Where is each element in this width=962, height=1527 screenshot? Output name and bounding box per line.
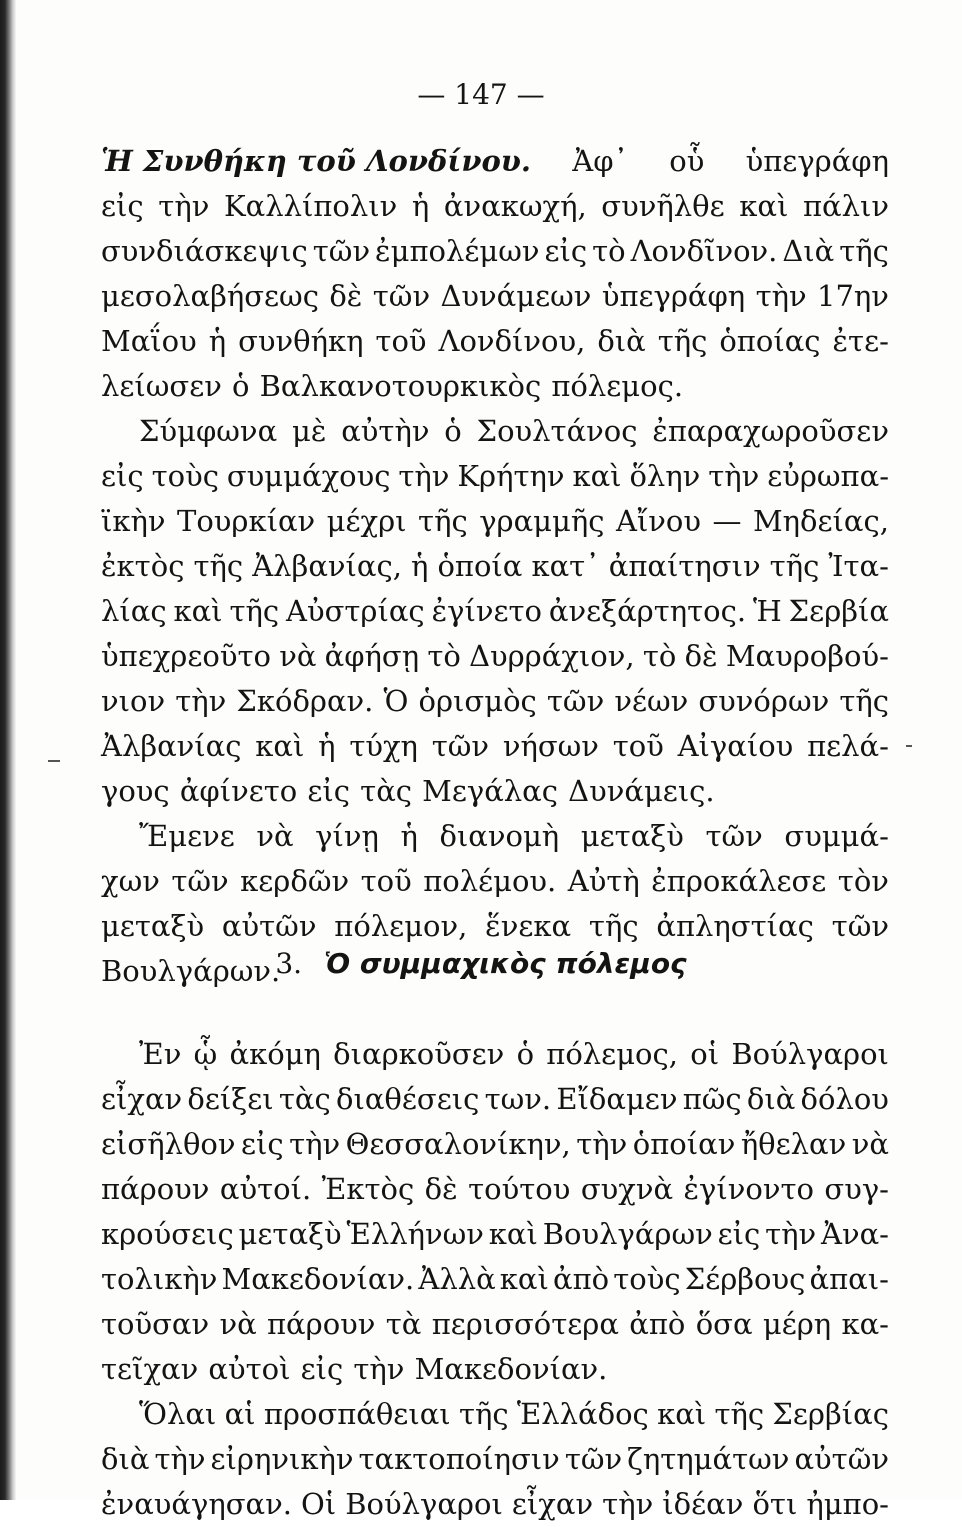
text-line: πάρουν αὐτοί. Ἐκτὸς δὲ τούτου συχνὰ ἐγίνοντο συγ- bbox=[101, 1172, 889, 1206]
text-line: ἐκτὸς τῆς Ἀλβανίας, ἡ ὁποία κατ᾽ ἀπαίτησιν τῆς Ἰτα- bbox=[101, 549, 889, 583]
text-line: Ἐν ᾧ ἀκόμη διαρκοῦσεν ὁ πόλεμος, οἱ Βούλγαροι bbox=[139, 1037, 889, 1071]
text-line: Ἀλβανίας καὶ ἡ τύχη τῶν νήσων τοῦ Αἰγαίου πελά- bbox=[101, 729, 889, 763]
text-line: μεσολαβήσεως δὲ τῶν Δυνάμεων ὑπεγράφη τὴν 17ην bbox=[101, 279, 889, 313]
section-treaty-of-london bbox=[101, 139, 889, 994]
text-line: τολικὴν Μακεδονίαν. Ἀλλὰ καὶ ἀπὸ τοὺς Σέρβους ἀπαι- bbox=[101, 1262, 889, 1296]
text-line: συνδιάσκεψις τῶν ἐμπολέμων εἰς τὸ Λονδῖνον. Διὰ τῆς bbox=[101, 234, 889, 268]
section-title-inline: Ἡ Συνθήκη τοῦ Λονδίνου. bbox=[101, 144, 532, 178]
text-line: εἰς τὴν Καλλίπολιν ἡ ἀνακωχή, συνῆλθε καὶ πάλιν bbox=[101, 189, 889, 223]
text-line: Σύμφωνα μὲ αὐτὴν ὁ Σουλτάνος ἐπαραχωροῦσεν bbox=[139, 414, 889, 448]
text-line: Μαΐου ἡ συνθήκη τοῦ Λονδίνου, διὰ τῆς ὁποίας ἐτε- bbox=[101, 324, 889, 358]
text-line: τοῦσαν νὰ πάρουν τὰ περισσότερα ἀπὸ ὅσα μέρη κα- bbox=[101, 1307, 889, 1341]
text-line: νιον τὴν Σκόδραν. Ὁ ὁρισμὸς τῶν νέων συνόρων τῆς bbox=[101, 684, 889, 718]
text-line: Ἡ Συνθήκη τοῦ Λονδίνου. Ἀφ᾽ οὗ ὑπεγράφη bbox=[101, 139, 889, 184]
text-line: λείωσεν ὁ Βαλκανοτουρκικὸς πόλεμος. bbox=[101, 369, 684, 403]
margin-mark bbox=[906, 745, 912, 747]
text-line: κρούσεις μεταξὺ Ἑλλήνων καὶ Βουλγάρων εἰς τὴν Ἀνα- bbox=[101, 1217, 889, 1251]
text-line: τεῖχαν αὐτοὶ εἰς τὴν Μακεδονίαν. bbox=[101, 1352, 608, 1386]
page-binding-shadow bbox=[0, 0, 16, 1500]
text-line: εἶχαν δείξει τὰς διαθέσεις των. Εἴδαμεν πῶς διὰ δόλου bbox=[101, 1082, 889, 1116]
text-line: μεταξὺ αὐτῶν πόλεμον, ἕνεκα τῆς ἀπληστίας τῶν bbox=[101, 909, 889, 943]
text-line: Ὅλαι αἱ προσπάθειαι τῆς Ἑλλάδος καὶ τῆς Σερβίας bbox=[139, 1397, 889, 1431]
section-allied-war bbox=[101, 1032, 889, 1527]
text-line: Ἔμενε νὰ γίνῃ ἡ διανομὴ μεταξὺ τῶν συμμά- bbox=[139, 819, 889, 853]
margin-mark bbox=[48, 760, 60, 762]
section-heading-number: 3. bbox=[275, 947, 303, 980]
text-line: λίας καὶ τῆς Αὐστρίας ἐγίνετο ἀνεξάρτητος. Ἡ Σερβία bbox=[101, 594, 889, 628]
page-number: — 147 — bbox=[417, 78, 545, 111]
text-line: διὰ τὴν εἰρηνικὴν τακτοποίησιν τῶν ζητημάτων αὐτῶν bbox=[101, 1442, 889, 1476]
section-heading-title: Ὁ συμμαχικὸς πόλεμος bbox=[324, 947, 687, 980]
text-line: Βουλγάρων. bbox=[101, 954, 281, 988]
text-line: ὑπεχρεοῦτο νὰ ἀφήσῃ τὸ Δυρράχιον, τὸ δὲ Μαυροβού- bbox=[101, 639, 889, 673]
text-line: χων τῶν κερδῶν τοῦ πολέμου. Αὐτὴ ἐπροκάλεσε τὸν bbox=[101, 864, 889, 898]
text-line: εἰσῆλθον εἰς τὴν Θεσσαλονίκην, τὴν ὁποίαν ἤθελαν νὰ bbox=[101, 1127, 889, 1161]
text-line: γους ἀφίνετο εἰς τὰς Μεγάλας Δυνάμεις. bbox=[101, 774, 715, 808]
text-line: ἐναυάγησαν. Οἱ Βούλγαροι εἶχαν τὴν ἰδέαν ὅτι ἠμπο- bbox=[101, 1487, 889, 1521]
section-heading bbox=[0, 947, 962, 980]
text-line: ϊκὴν Τουρκίαν μέχρι τῆς γραμμῆς Αἴνου — Μηδείας, bbox=[101, 504, 889, 538]
text-line: εἰς τοὺς συμμάχους τὴν Κρήτην καὶ ὅλην τὴν εὐρωπα- bbox=[101, 459, 889, 493]
